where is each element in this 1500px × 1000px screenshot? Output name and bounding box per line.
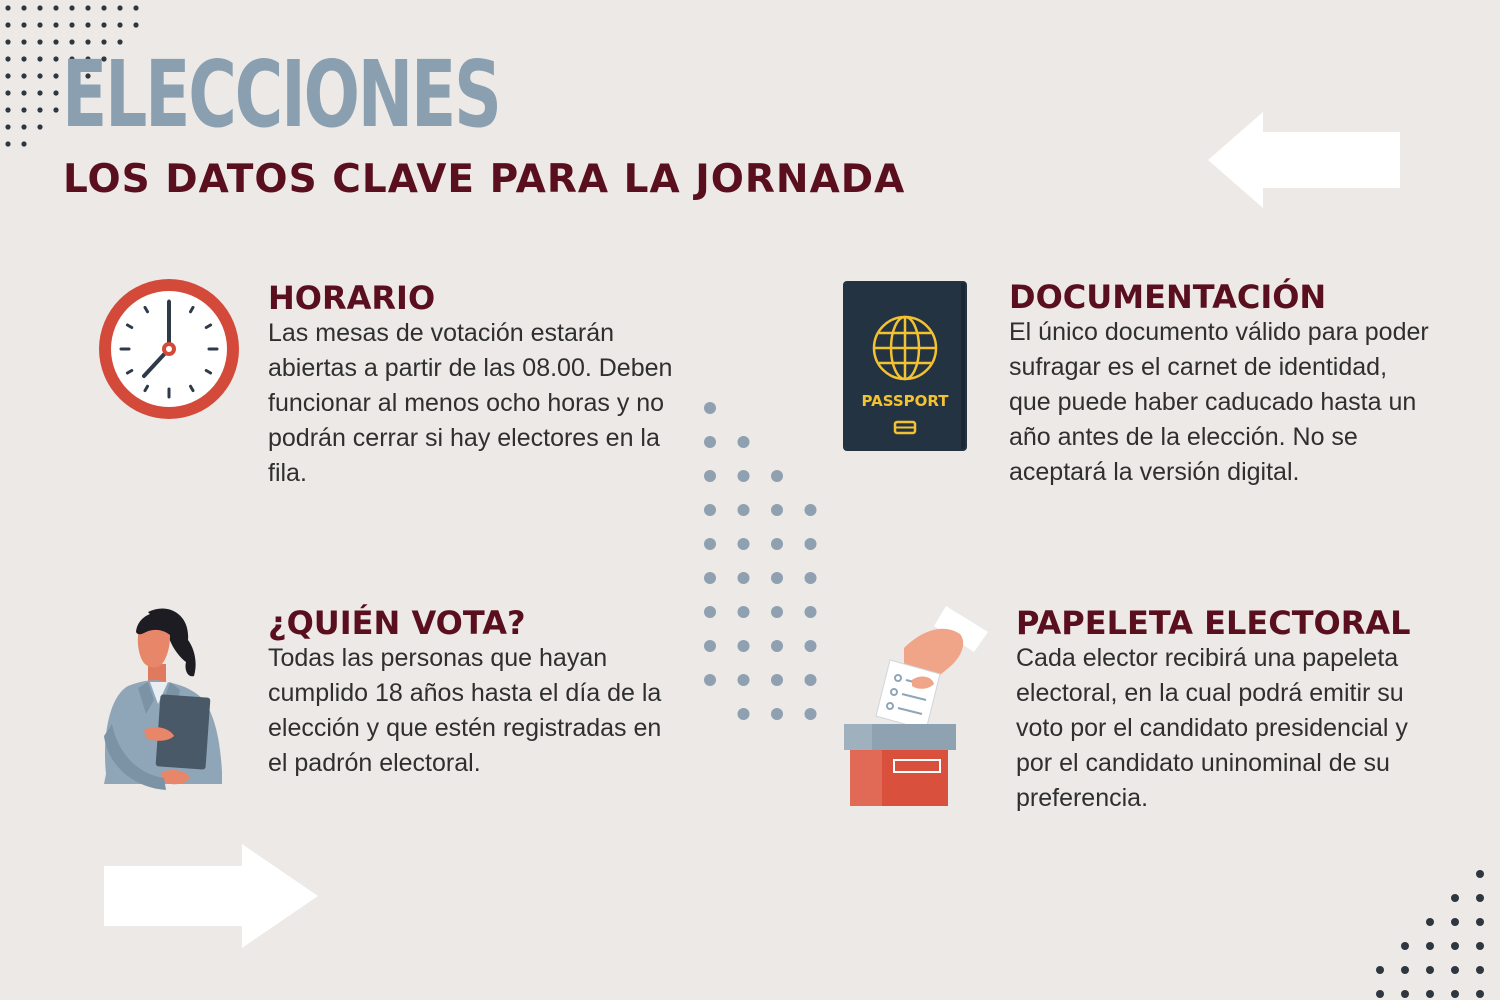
section-quien-vota [268,605,668,781]
papeleta-title: PAPELETA ELECTORAL [1016,604,1411,642]
documentacion-body: El único documento válido para poder sufragar es el carnet de identidad, que puede haber caducado hasta un año antes de la elección. No se aceptará la versión digital. [1009,318,1429,486]
papeleta-body: Cada elector recibirá una papeleta electoral, en la cual podrá emitir su voto por el candidato presidencial y por el candidato uninominal de su preferencia. [1016,644,1408,812]
documentacion-title: DOCUMENTACIÓN [1009,278,1327,316]
quien-vota-title: ¿QUIÉN VOTA? [268,604,526,642]
section-papeleta [1016,605,1426,816]
section-horario [268,280,678,491]
passport-icon [843,281,967,451]
woman-voter-icon [98,604,238,804]
horario-title: HORARIO [268,279,436,317]
page-title: ELECCIONES [62,41,500,148]
quien-vota-body: Todas las personas que hayan cumplido 18 años hasta el día de la elección y que estén registradas en el padrón electoral. [268,644,662,777]
center-dot-pattern [690,390,830,730]
clock-icon [98,278,240,420]
passport-cover-text: PASSPORT [861,392,949,410]
right-arrow-icon [102,842,320,950]
section-documentacion [1009,279,1429,490]
left-arrow-icon [1208,110,1403,210]
page-subtitle: LOS DATOS CLAVE PARA LA JORNADA [63,157,906,202]
horario-body: Las mesas de votación estarán abiertas a partir de las 08.00. Deben funcionar al menos ocho horas y no podrán cerrar si hay electores en la fila. [268,319,673,487]
bottom-right-dot-pattern [1370,860,1500,1000]
ballot-box-icon [842,604,990,808]
